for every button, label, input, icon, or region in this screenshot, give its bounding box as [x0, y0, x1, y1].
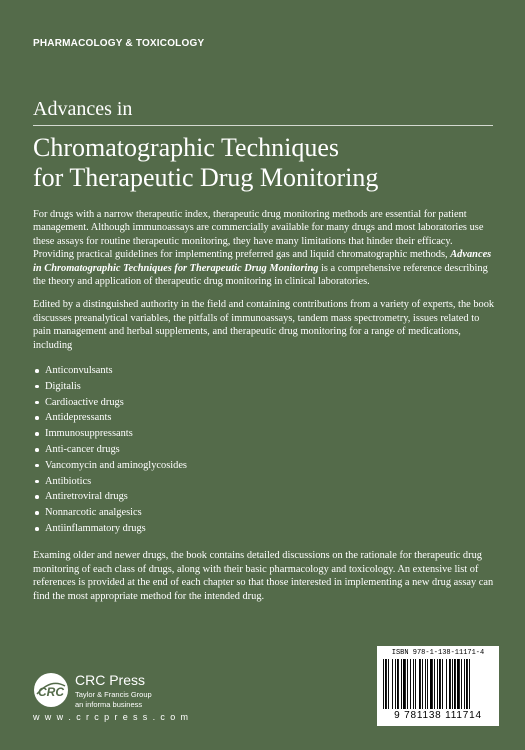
barcode-bar — [442, 659, 443, 709]
barcode-bar — [464, 659, 465, 709]
title-divider — [33, 125, 493, 126]
bullet-icon — [35, 527, 39, 531]
bullet-icon — [35, 448, 39, 452]
barcode-bar — [388, 659, 389, 709]
paragraph-intro — [33, 208, 495, 288]
barcode-bar — [395, 659, 396, 709]
barcode-bar — [449, 659, 451, 709]
barcode-bar — [466, 659, 468, 709]
bullet-icon — [35, 495, 39, 499]
intro-text-end: is a comprehensive reference describing the theory and application of therapeutic drug monitoring in clinical laboratories. — [33, 262, 488, 288]
barcode-bar — [415, 659, 416, 709]
barcode-bar — [403, 659, 406, 709]
list-item: Cardioactive drugs — [33, 396, 495, 409]
barcode-bar — [461, 659, 462, 709]
isbn-number: ISBN 978-1-138-11171-4 — [391, 649, 485, 657]
bullet-icon — [35, 432, 39, 436]
barcode-bar — [383, 659, 384, 709]
bullet-icon — [35, 464, 39, 468]
barcode-bar — [425, 659, 426, 709]
barcode-bar — [427, 659, 428, 709]
barcode-bar — [413, 659, 414, 709]
list-item: Nonnarcotic analgesics — [33, 506, 495, 519]
barcode-bar — [397, 659, 399, 709]
bullet-icon — [35, 369, 39, 373]
crc-logo-icon — [33, 672, 69, 708]
category-label: PHARMACOLOGY & TOXICOLOGY — [33, 38, 205, 49]
barcode-bar — [419, 659, 421, 709]
svg-text:CRC: CRC — [38, 685, 64, 699]
barcode-bar — [457, 659, 460, 709]
list-item: Digitalis — [33, 380, 495, 393]
barcode-bar — [437, 659, 438, 709]
title-line-1: Chromatographic Techniques — [33, 133, 340, 162]
paragraph-closing: Examing older and newer drugs, the book contains detailed discussions on the rationale for therapeutic drug monitoring of each class of drugs, along with their basic pharmacology and toxicology. An extensive list of references is provided at the end of each chapter so that those interested in implementing a new drug assay can find the most appropriate method for the intended drug. — [33, 550, 494, 602]
book-title — [33, 133, 378, 193]
bullet-icon — [35, 511, 39, 515]
barcode — [377, 646, 499, 726]
publisher-url: w w w . c r c p r e s s . c o m — [33, 712, 190, 722]
list-item: Antiretroviral drugs — [33, 490, 495, 503]
barcode-bar — [430, 659, 433, 709]
list-item: Antidepressants — [33, 411, 495, 424]
barcode-bar — [454, 659, 456, 709]
list-item: Antibiotics — [33, 475, 495, 488]
list-item: Antiinflammatory drugs — [33, 522, 495, 535]
barcode-bar — [422, 659, 423, 709]
list-item: Anti-cancer drugs — [33, 443, 495, 456]
barcode-bar — [452, 659, 453, 709]
barcode-bar — [407, 659, 408, 709]
publisher-block — [33, 672, 190, 722]
paragraph-contents: Edited by a distinguished authority in the field and containing contributions from a variety of experts, the book discusses preanalytical variables, the pitfalls of immunoassays, tandem mass spectrometry, issues related to pain management and herbal supplements, and therapeutic drug monitoring for a range of medications, including — [33, 299, 495, 351]
intro-text-start: For drugs with a narrow therapeutic index, therapeutic drug monitoring methods are essential for patient management. Although immunoassays are commercially available for many drugs and most laboratories use these assays for routine therapeutic monitoring, they have many limitations that hinder their efficacy. Providing practical guidelines for implementing preferred gas and liquid chromatographic methods, — [33, 209, 484, 261]
list-item: Anticonvulsants — [33, 364, 495, 377]
publisher-name: CRC Press — [75, 672, 146, 688]
publisher-business: an informa business — [75, 700, 143, 709]
intro-book-title: Advances in Chromatographic Techniques for Therapeutic Drug Monitoring — [33, 249, 492, 274]
bullet-icon — [35, 416, 39, 420]
barcode-bar — [439, 659, 441, 709]
barcode-bar — [401, 659, 402, 709]
title-line-2: for Therapeutic Drug Monitoring — [33, 163, 379, 192]
bullet-icon — [35, 385, 39, 389]
description — [33, 208, 495, 611]
barcode-bar — [385, 659, 387, 709]
title-prefix: Advances in — [33, 98, 133, 120]
publisher-group: Taylor & Francis Group — [75, 690, 152, 699]
barcode-bars — [383, 659, 493, 709]
barcode-bar — [434, 659, 435, 709]
list-item: Immunosuppressants — [33, 427, 495, 440]
bullet-icon — [35, 480, 39, 484]
drug-list — [33, 364, 495, 535]
barcode-bar — [446, 659, 447, 709]
barcode-bar — [392, 659, 393, 709]
bullet-icon — [35, 401, 39, 405]
barcode-bar — [410, 659, 411, 709]
list-item: Vancomycin and aminoglycosides — [33, 459, 495, 472]
ean-number: 9 781138 111714 — [394, 710, 482, 721]
barcode-bar — [469, 659, 470, 709]
